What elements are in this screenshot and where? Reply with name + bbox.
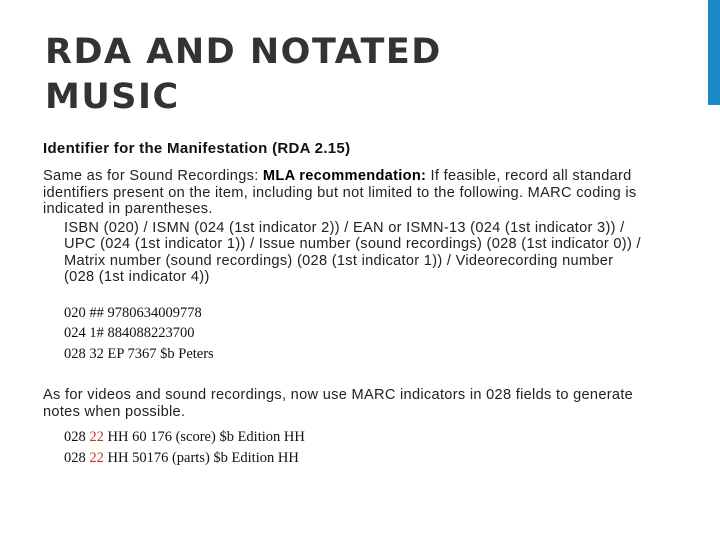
marc-example-line: 024 1# 884088223700: [64, 325, 195, 341]
marc-field-content: HH 50176 (parts) $b Edition HH: [103, 449, 299, 466]
marc-field-content: HH 60 176 (score) $b Edition HH: [103, 429, 305, 445]
marc-indicators: 22: [89, 429, 104, 445]
notes-example-line: [64, 448, 643, 469]
marc-tag: 028: [64, 449, 90, 466]
intro-paragraph: [43, 168, 643, 218]
marc-example-line: 020 ## 9780634009778: [64, 304, 202, 321]
intro-suffix: If feasible, record all standard identifiers present on the item, including but not limited to the following. MARC coding is indicated in parentheses.: [43, 168, 637, 217]
intro-prefix: Same as for Sound Recordings:: [43, 168, 263, 184]
identifier-list: ISBN (020) / ISMN (024 (1st indicator 2)) / EAN or ISMN-13 (024 (1st indicator 3)) / UPC (024 (1st indicator 1)) / Issue number (sound recordings) (028 (1st indicator 0)) / Matrix number (sound recordings) (028 (1st indicator 1)) / Videorecording number (028 (1st indicator 4)): [64, 219, 641, 285]
marc-examples: [64, 303, 643, 365]
accent-bar: [708, 0, 720, 105]
title-line-1: RDA AND NOTATED: [45, 32, 442, 72]
slide-title: [45, 30, 665, 120]
marc-tag: 028: [64, 429, 90, 445]
notes-paragraph: As for videos and sound recordings, now use MARC indicators in 028 fields to generate notes when possible.: [43, 387, 634, 420]
mla-recommendation-label: MLA recommendation:: [262, 168, 427, 184]
slide-content: [43, 140, 643, 468]
notes-example-line: [64, 427, 643, 448]
notes-examples: [64, 427, 643, 468]
title-line-2: MUSIC: [45, 77, 180, 117]
marc-example-line: 028 32 EP 7367 $b Peters: [64, 345, 214, 362]
marc-indicators: 22: [89, 449, 104, 466]
section-heading: Identifier for the Manifestation (RDA 2.15): [43, 140, 351, 157]
